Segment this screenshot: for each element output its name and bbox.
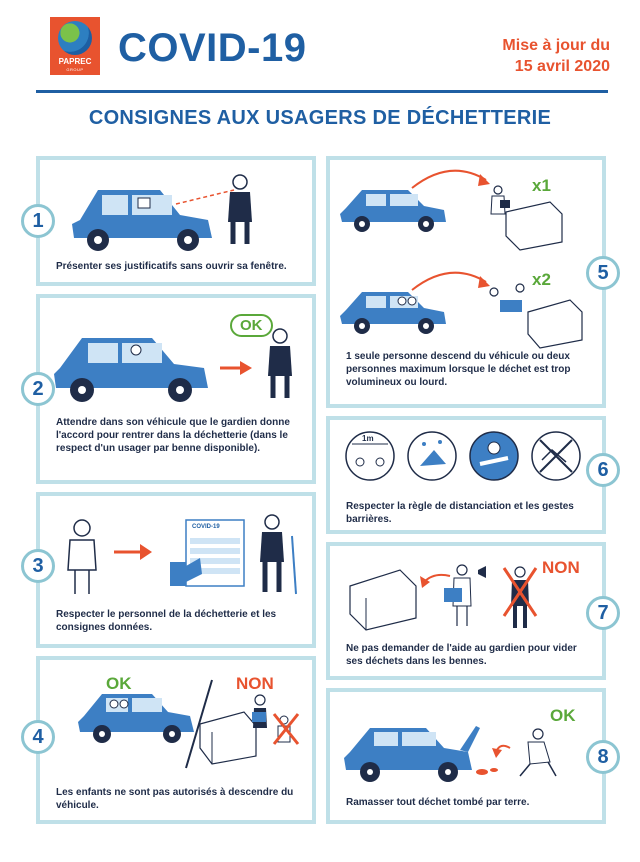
step-8-caption: Ramasser tout déchet tombé par terre. [346, 797, 530, 808]
globe-icon [58, 21, 92, 55]
step-5-number: 5 [586, 256, 620, 290]
step-5-x2: x2 [532, 270, 551, 289]
step-1-panel [36, 156, 316, 286]
page-subtitle: CONSIGNES AUX USAGERS DE DÉCHETTERIE [88, 107, 552, 129]
step-5-caption: 1 seule personne descend du véhicule ou deux personnes maximum lorsque le déchet est trop volumineux ou lourd. [346, 351, 571, 388]
logo-name: PAPREC [58, 57, 92, 66]
step-5-x1: x1 [532, 176, 551, 195]
paprec-logo [50, 17, 100, 75]
update-line-1: Mise à jour du [502, 37, 610, 54]
distance-label: 1m [362, 434, 374, 443]
step-2-number: 2 [21, 372, 55, 406]
step-4-number: 4 [21, 720, 55, 754]
step-2-panel [36, 294, 316, 484]
update-date [502, 35, 610, 77]
step-8-panel [326, 688, 606, 824]
step-8-ok-badge: OK [550, 706, 576, 725]
step-7-panel [326, 542, 606, 680]
step-1-caption: Présenter ses justificatifs sans ouvrir sa fenêtre. [56, 261, 287, 272]
step-2-caption: Attendre dans son véhicule que le gardien donne l'accord pour rentrer dans la déchetterie (dans le respect d'un usager par benne disponible). [56, 417, 290, 454]
step-6-number: 6 [586, 453, 620, 487]
page-title: COVID-19 [118, 26, 307, 70]
step-7-caption: Ne pas demander de l'aide au gardien pour vider ses déchets dans les bennes. [346, 643, 577, 667]
logo-sub: GROUP [66, 67, 84, 72]
step-3-number: 3 [21, 549, 55, 583]
header-divider [36, 90, 608, 93]
document-title: COVID-19 [192, 524, 220, 530]
update-line-2: 15 avril 2020 [514, 58, 610, 75]
step-1-number: 1 [21, 204, 55, 238]
step-8-number: 8 [586, 740, 620, 774]
step-6-caption: Respecter la règle de distanciation et les gestes barrières. [346, 501, 574, 525]
step-6-panel [326, 416, 606, 534]
step-4-ok-badge: OK [106, 674, 132, 693]
step-7-number: 7 [586, 596, 620, 630]
step-4-caption: Les enfants ne sont pas autorisés à descendre du véhicule. [56, 787, 294, 811]
step-2-ok-badge: OK [230, 314, 273, 337]
step-7-non-badge: NON [542, 558, 580, 577]
step-3-panel [36, 492, 316, 648]
step-5-panel [326, 156, 606, 408]
step-4-non-badge: NON [236, 674, 274, 693]
step-3-caption: Respecter le personnel de la déchetterie et les consignes données. [56, 609, 277, 633]
step-4-panel [36, 656, 316, 824]
